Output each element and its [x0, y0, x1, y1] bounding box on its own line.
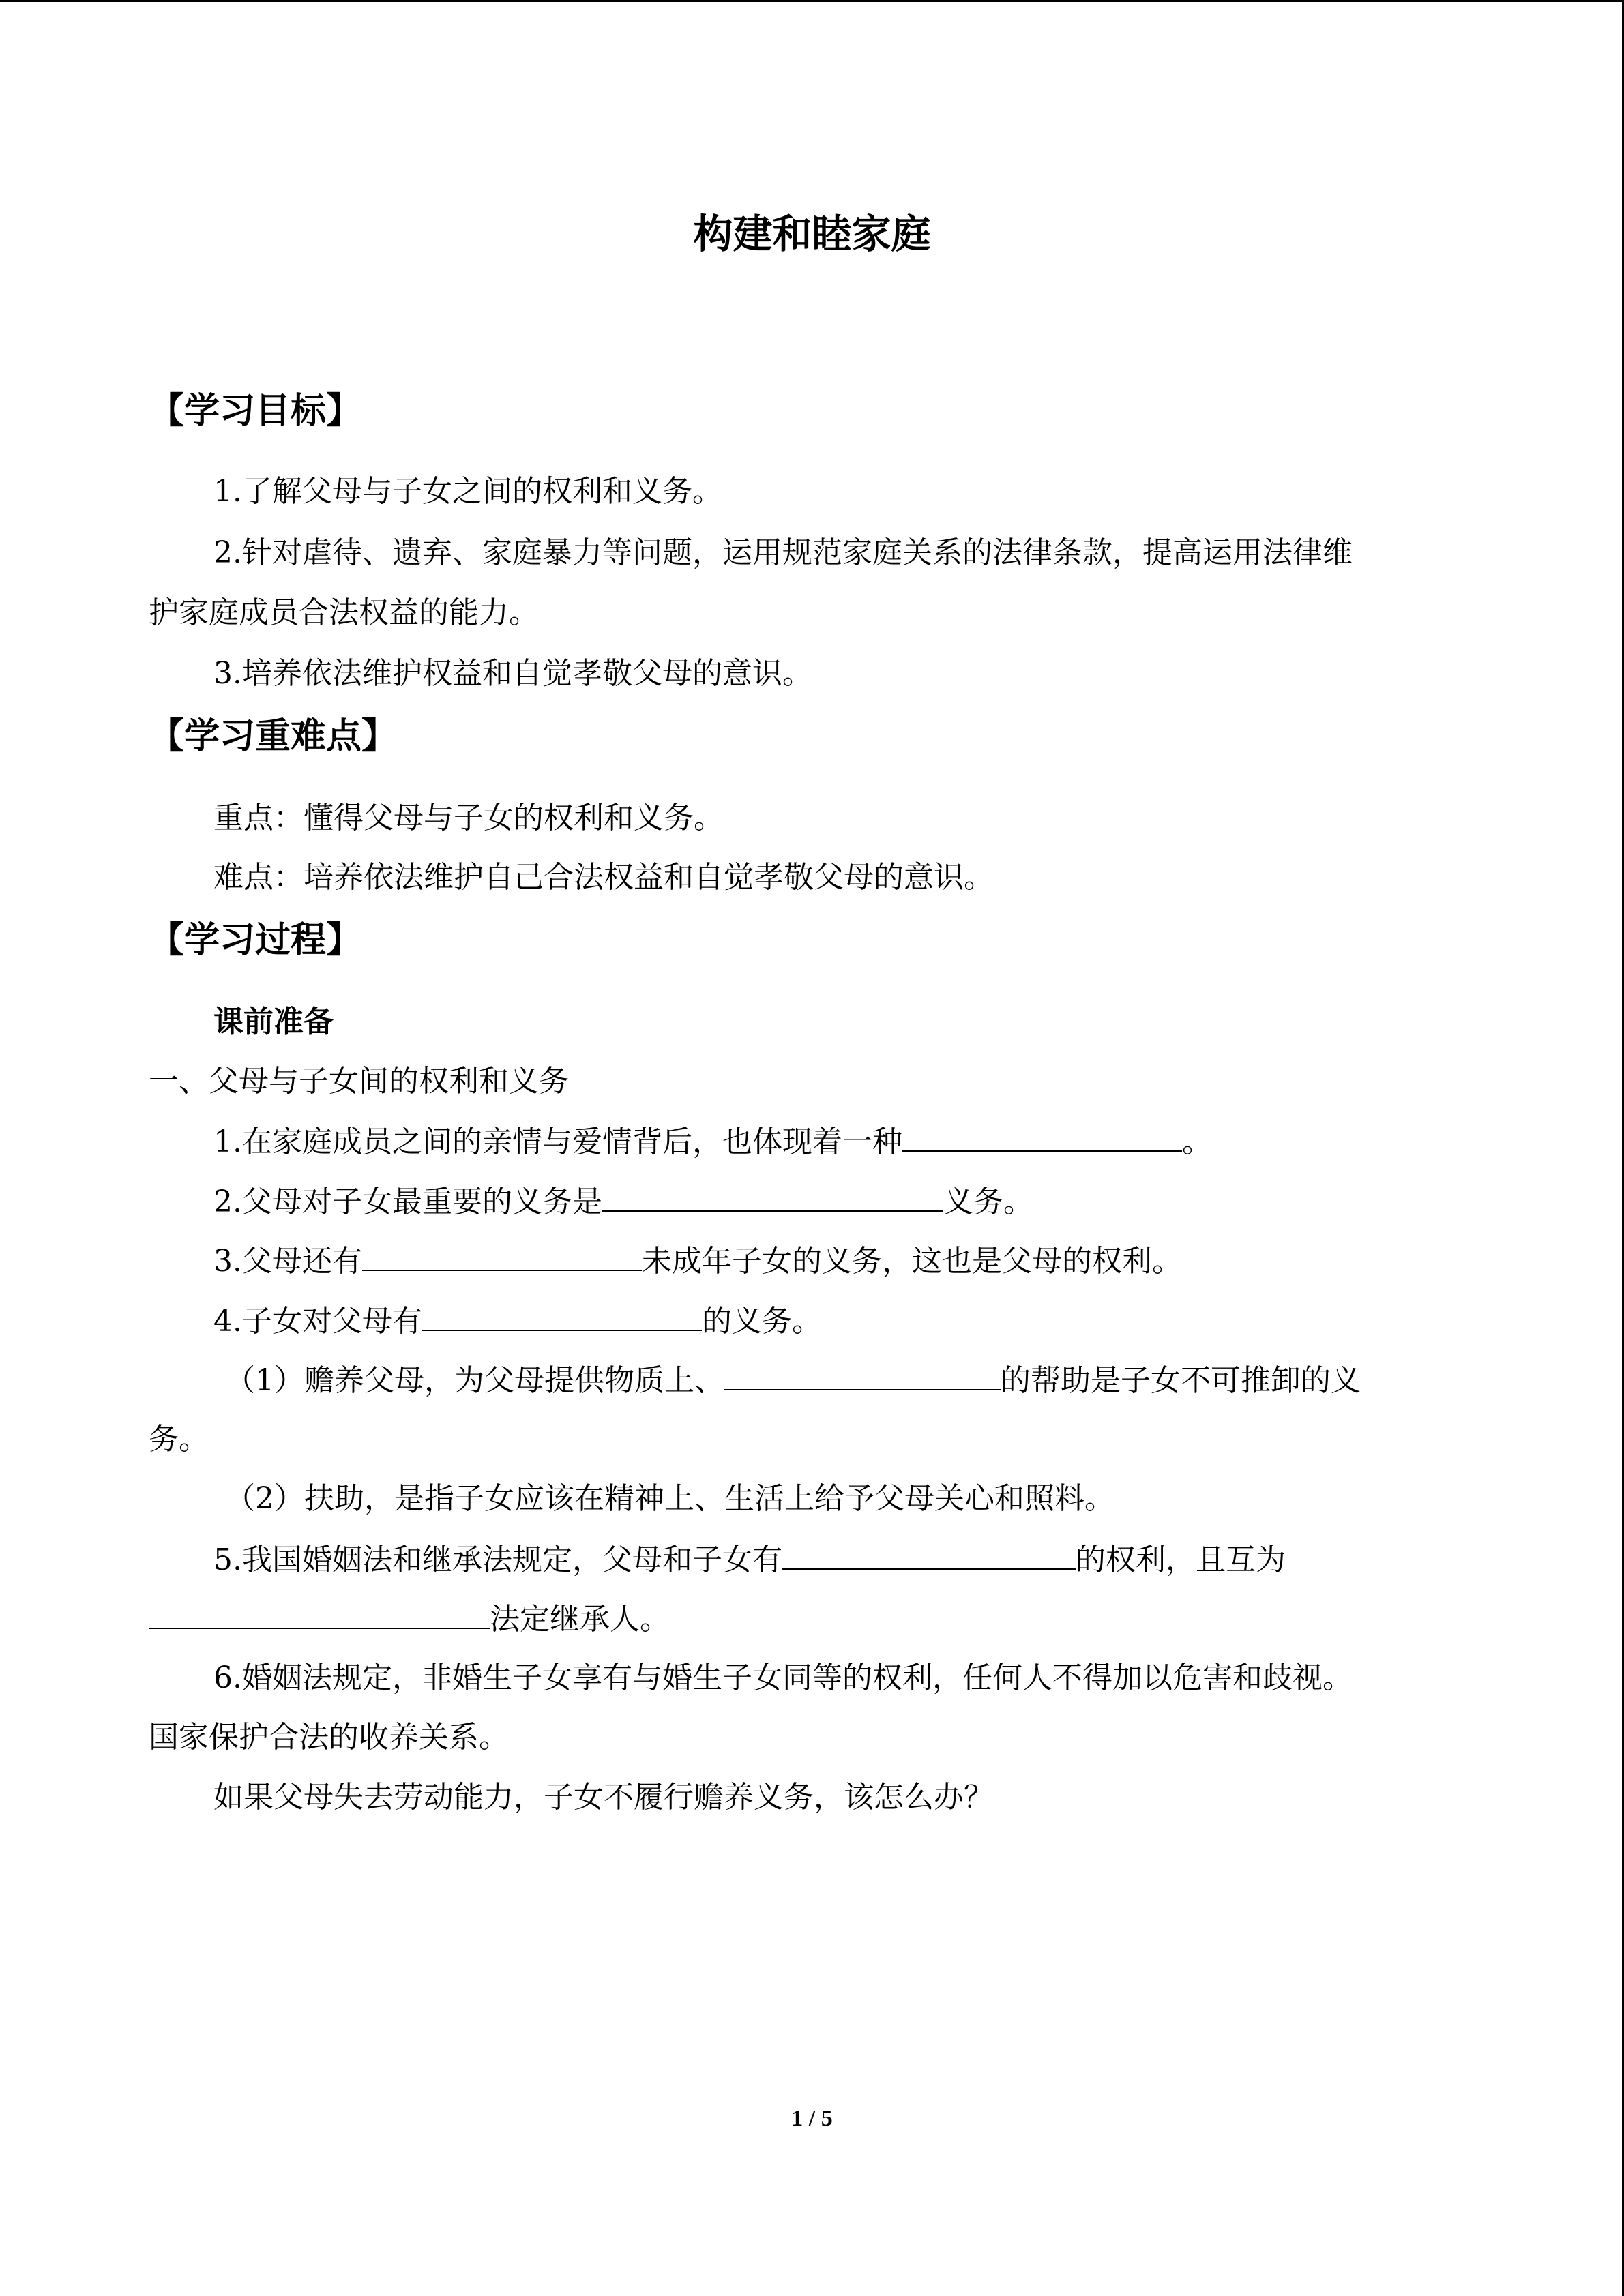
question-4-1-end: 的帮助是子女不可推卸的义: [1001, 1363, 1361, 1398]
goal-1: 1.了解父母与子女之间的权利和义务。: [213, 474, 722, 509]
question-6-line-2: 国家保护合法的收养关系。: [149, 1720, 509, 1755]
page-number: 1 / 5: [791, 2106, 833, 2131]
question-1-end: 。: [1181, 1124, 1212, 1159]
question-3-blank[interactable]: [362, 1240, 642, 1271]
question-2-blank[interactable]: [602, 1180, 943, 1212]
discussion-question: 如果父母失去劳动能力，子女不履行赡养义务，该怎么办？: [213, 1780, 994, 1815]
section-heading-goals: 【学习目标】: [149, 391, 362, 432]
question-1-blank[interactable]: [902, 1120, 1182, 1152]
page-title: 构建和睦家庭: [693, 211, 931, 257]
question-4-1: [225, 1359, 1361, 1401]
goal-2-line-2: 护家庭成员合法权益的能力。: [149, 595, 539, 630]
question-2-text: 2.父母对子女最重要的义务是: [213, 1184, 602, 1219]
section-heading-key-points: 【学习重难点】: [149, 716, 398, 757]
part-1-heading: 一、父母与子女间的权利和义务: [149, 1064, 569, 1099]
question-4-1-blank[interactable]: [724, 1359, 1001, 1390]
question-5-continued: [149, 1598, 670, 1640]
question-4-text: 4.子女对父母有: [213, 1304, 422, 1339]
question-1-text: 1.在家庭成员之间的亲情与爱情背后，也体现着一种: [213, 1124, 902, 1159]
question-5-end: 法定继承人。: [490, 1602, 670, 1637]
question-1: [213, 1120, 1212, 1163]
section-heading-process: 【学习过程】: [149, 920, 362, 961]
question-4-end: 的义务。: [701, 1304, 822, 1339]
question-4: [213, 1300, 822, 1342]
question-3-end: 未成年子女的义务，这也是父母的权利。: [641, 1244, 1182, 1279]
goal-3: 3.培养依法维护权益和自觉孝敬父母的意识。: [213, 656, 812, 691]
question-4-1-continued: 务。: [149, 1422, 209, 1457]
goal-2-line-1: 2.针对虐待、遗弃、家庭暴力等问题，运用规范家庭关系的法律条款，提高运用法律维: [213, 535, 1353, 570]
question-3: [213, 1240, 1182, 1282]
question-2-end: 义务。: [943, 1184, 1033, 1219]
question-4-1-text: （1）赡养父母，为父母提供物质上、: [225, 1363, 724, 1398]
question-6-line-1: 6.婚姻法规定，非婚生子女享有与婚生子女同等的权利，任何人不得加以危害和歧视。: [213, 1660, 1353, 1695]
question-2: [213, 1180, 1033, 1223]
question-5-blank-2[interactable]: [149, 1598, 490, 1629]
question-5-blank-1[interactable]: [782, 1538, 1076, 1570]
question-5: [213, 1538, 1286, 1581]
key-point: 重点：懂得父母与子女的权利和义务。: [213, 801, 724, 835]
question-3-text: 3.父母还有: [213, 1244, 362, 1279]
question-5-mid: 的权利，且互为: [1075, 1542, 1286, 1577]
question-5-text: 5.我国婚姻法和继承法规定，父母和子女有: [213, 1542, 782, 1577]
subsection-prep: 课前准备: [213, 1004, 334, 1039]
question-4-2: （2）扶助，是指子女应该在精神上、生活上给予父母关心和照料。: [225, 1481, 1114, 1516]
question-4-blank[interactable]: [422, 1300, 702, 1331]
difficult-point: 难点：培养依法维护自己合法权益和自觉孝敬父母的意识。: [213, 860, 994, 895]
